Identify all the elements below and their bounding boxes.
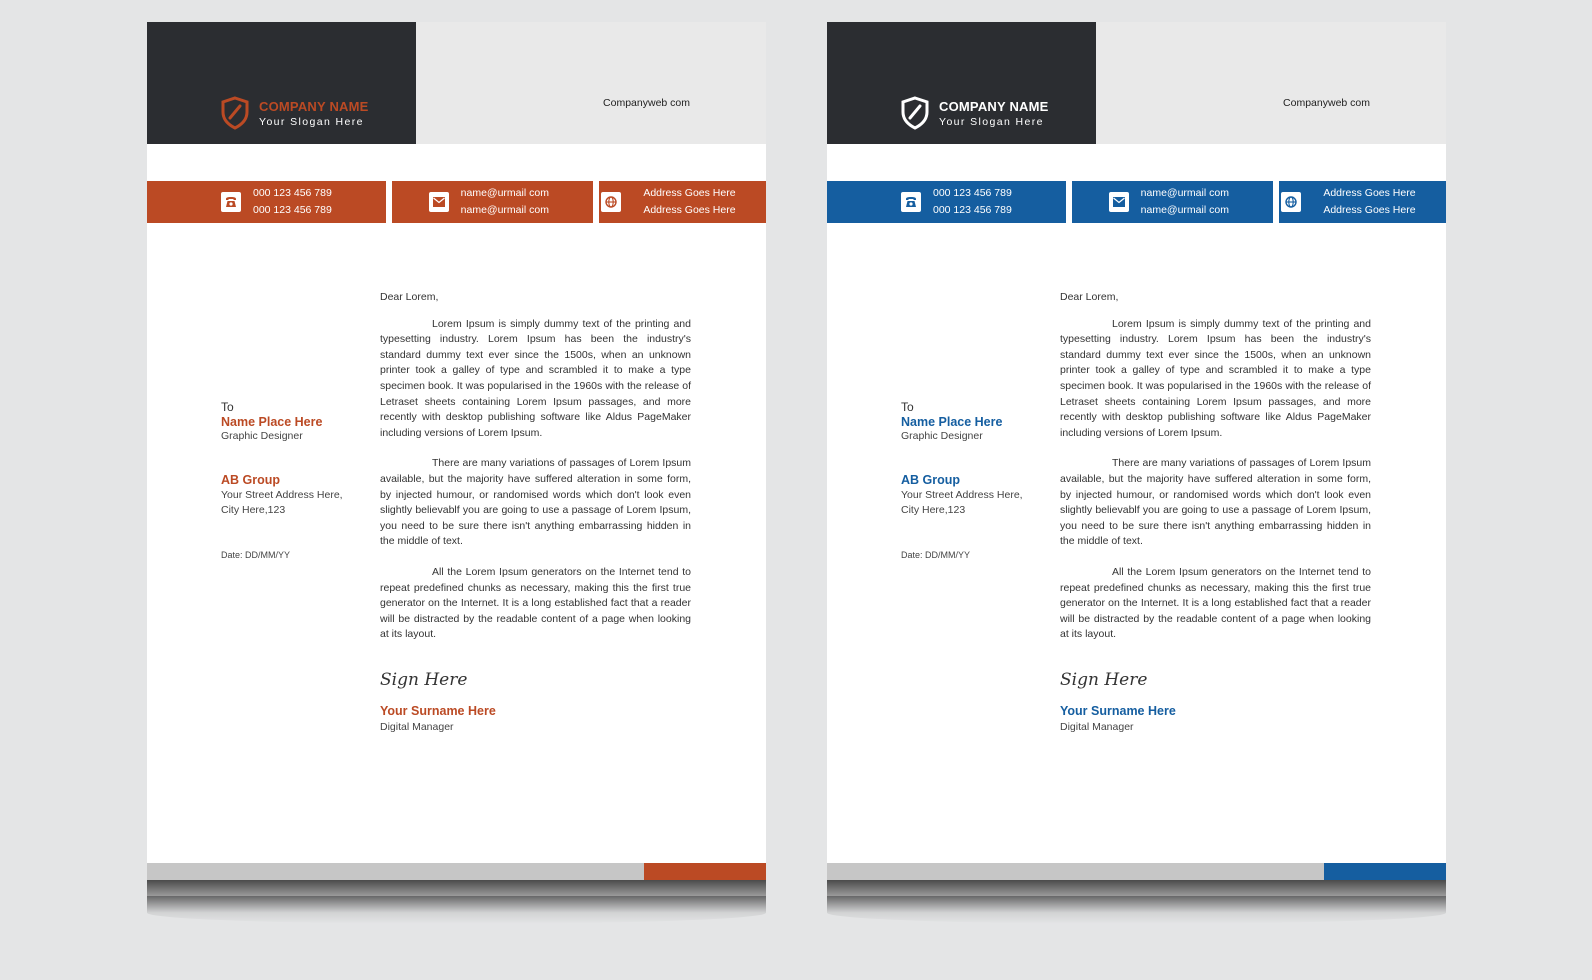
phone-icon [221, 192, 241, 212]
recipient-name: Name Place Here [901, 415, 1003, 429]
recipient-title: Graphic Designer [901, 430, 983, 442]
header-dark-block [827, 22, 1096, 144]
contact-phone [147, 181, 386, 223]
city-address: City Here,123 [221, 504, 286, 516]
address-line-1: Address Goes Here [1323, 187, 1416, 199]
signature: Sign Here [380, 670, 468, 690]
letter-date: Date: DD/MM/YY [221, 550, 291, 560]
paragraph-2: There are many variations of passages of Lorem Ipsum available, but the majority have suffered alteration in some form, by injected humour, or randomised words which don't look even slightly believablf you are going to use a passage of Lorem Ipsum, you need to be sure there isn't anything embarrassing hidden in the middle of text. [380, 457, 691, 548]
signer-role: Digital Manager [1060, 721, 1134, 733]
header-light-block [1096, 22, 1446, 144]
signer-role: Digital Manager [380, 721, 454, 733]
recipient-block [221, 400, 361, 444]
shield-logo-icon [901, 96, 929, 130]
phone-line-1: 000 123 456 789 [933, 187, 1012, 199]
footer-dark-strip [827, 880, 1446, 896]
email-line-1: name@urmail com [1140, 187, 1229, 199]
group-name: AB Group [221, 473, 281, 487]
paragraph-1: Lorem Ipsum is simply dummy text of the printing and typesetting industry. Lorem Ipsum has been the industry's standard dummy text ever since the 1500s, when an unknown printer took a galley of type and scrambled it to make a type specimen book. It was popularised in the 1960s with the release of Letraset sheets containing Lorem Ipsum passages, and more recently with desktop publishing software like Aldus PageMaker including versions of Lorem Ipsum. [1060, 317, 1371, 439]
greeting: Dear Lorem, [380, 291, 439, 303]
recipient-name: Name Place Here [221, 415, 323, 429]
paragraph-3: All the Lorem Ipsum generators on the Internet tend to repeat predefined chunks as necessary, making this the first true generator on the Internet. It is a long established fact that a reader will be distracted by the readable content of a page when looking at its layout. [380, 565, 691, 641]
phone-line-2: 000 123 456 789 [253, 204, 332, 216]
email-line-1: name@urmail com [460, 187, 549, 199]
footer-grey-bar [827, 863, 1324, 880]
group-name: AB Group [901, 473, 961, 487]
letterhead-orange [147, 22, 766, 896]
company-block [901, 473, 1041, 518]
city-address: City Here,123 [901, 504, 966, 516]
address-line-2: Address Goes Here [643, 204, 736, 216]
email-line-2: name@urmail com [460, 204, 549, 216]
contact-email [392, 181, 594, 223]
header-light-block [416, 22, 766, 144]
contact-bar [147, 181, 766, 223]
letterhead-blue [827, 22, 1446, 896]
contact-bar [827, 181, 1446, 223]
footer-accent-bar [1324, 863, 1446, 880]
envelope-icon [1109, 192, 1129, 212]
contact-phone [827, 181, 1066, 223]
contact-address [599, 181, 766, 223]
sheet-shadow [827, 896, 1446, 924]
letter-date: Date: DD/MM/YY [901, 550, 971, 560]
greeting: Dear Lorem, [1060, 291, 1119, 303]
company-website: Companyweb com [1283, 97, 1370, 109]
email-line-2: name@urmail com [1140, 204, 1229, 216]
paragraph-3: All the Lorem Ipsum generators on the Internet tend to repeat predefined chunks as necessary, making this the first true generator on the Internet. It is a long established fact that a reader will be distracted by the readable content of a page when looking at its layout. [1060, 565, 1371, 641]
recipient-block [901, 400, 1041, 444]
contact-email [1072, 181, 1274, 223]
company-block [221, 473, 361, 518]
to-label: To [901, 400, 914, 414]
address-line-1: Address Goes Here [643, 187, 736, 199]
company-name: COMPANY NAME [939, 99, 1049, 114]
street-address: Your Street Address Here, [901, 489, 1023, 501]
footer-dark-strip [147, 880, 766, 896]
globe-icon [1281, 192, 1301, 212]
phone-line-1: 000 123 456 789 [253, 187, 332, 199]
sheet-shadow [147, 896, 766, 924]
to-label: To [221, 400, 234, 414]
company-name: COMPANY NAME [259, 99, 369, 114]
letter-body [380, 290, 691, 658]
footer-grey-bar [147, 863, 644, 880]
footer-accent-bar [644, 863, 766, 880]
signer-name: Your Surname Here [380, 704, 496, 718]
street-address: Your Street Address Here, [221, 489, 343, 501]
contact-address [1279, 181, 1446, 223]
phone-icon [901, 192, 921, 212]
company-slogan: Your Slogan Here [259, 116, 364, 128]
recipient-title: Graphic Designer [221, 430, 303, 442]
phone-line-2: 000 123 456 789 [933, 204, 1012, 216]
paragraph-1: Lorem Ipsum is simply dummy text of the printing and typesetting industry. Lorem Ipsum has been the industry's standard dummy text ever since the 1500s, when an unknown printer took a galley of type and scrambled it to make a type specimen book. It was popularised in the 1960s with the release of Letraset sheets containing Lorem Ipsum passages, and more recently with desktop publishing software like Aldus PageMaker including versions of Lorem Ipsum. [380, 317, 691, 439]
envelope-icon [429, 192, 449, 212]
header-dark-block [147, 22, 416, 144]
signer-name: Your Surname Here [1060, 704, 1176, 718]
address-line-2: Address Goes Here [1323, 204, 1416, 216]
paragraph-2: There are many variations of passages of Lorem Ipsum available, but the majority have suffered alteration in some form, by injected humour, or randomised words which don't look even slightly believablf you are going to use a passage of Lorem Ipsum, you need to be sure there isn't anything embarrassing hidden in the middle of text. [1060, 457, 1371, 548]
company-slogan: Your Slogan Here [939, 116, 1044, 128]
shield-logo-icon [221, 96, 249, 130]
letter-body [1060, 290, 1371, 658]
company-website: Companyweb com [603, 97, 690, 109]
signature: Sign Here [1060, 670, 1148, 690]
globe-icon [601, 192, 621, 212]
